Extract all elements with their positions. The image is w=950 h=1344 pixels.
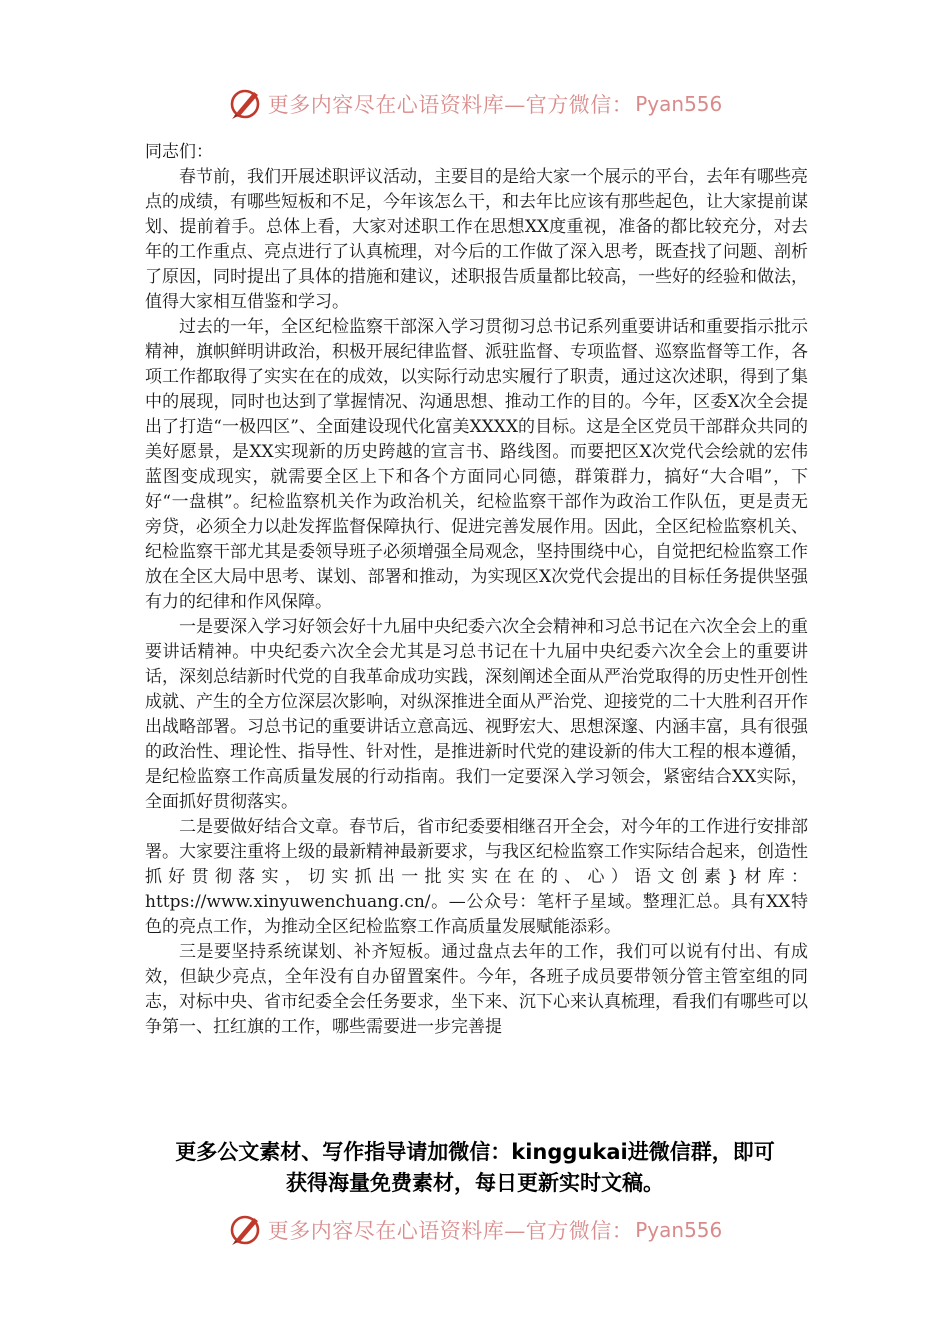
promo-notice <box>140 1137 810 1199</box>
header-watermark-banner <box>0 84 950 124</box>
banner-wechat-id: Pyan556 <box>635 1218 723 1242</box>
banner-text: 更多内容尽在心语资料库—官方微信： <box>267 93 634 117</box>
banner-wechat-id: Pyan556 <box>635 92 723 116</box>
pen-logo-icon <box>228 1212 264 1248</box>
pen-logo-icon <box>228 86 264 122</box>
salutation: 同志们： <box>145 142 213 162</box>
paragraph-5: 三是要坚持系统谋划、补齐短板。通过盘点去年的工作，我们可以说有付出、有成效，但缺少亮点，全年没有自办留置案件。今年，各班子成员要带领分管主管室组的同志，对标中央、省市纪委全会任务要求，坐下来、沉下心来认真梳理，看我们有哪些可以争第一、扛红旗的工作，哪些需要进一步完善提 <box>145 942 808 1037</box>
document-body <box>145 140 808 1040</box>
paragraph-4: 二是要做好结合文章。春节后，省市纪委要相继召开全会，对今年的工作进行安排部署。大家要注重将上级的最新精神最新要求，与我区纪检监察工作实际结合起来，创造性抓好贯彻落实，切实抓出一批实实在在的、心）语文创素}材库：https://www.xinyuwenchuang.cn/。—公众号：笔杆子星域。整理汇总。具有XX特色的亮点工作，为推动全区纪检监察工作高质量发展赋能添彩。 <box>145 817 808 937</box>
paragraph-1: 春节前，我们开展述职评议活动，主要目的是给大家一个展示的平台，去年有哪些亮点的成绩，有哪些短板和不足，今年该怎么干，和去年比应该有那些起色，让大家提前谋划、提前着手。总体上看，大家对述职工作在思想XX度重视，准备的都比较充分，对去年的工作重点、亮点进行了认真梳理，对今后的工作做了深入思考，既查找了问题、剖析了原因，同时提出了具体的措施和建议，述职报告质量都比较高，一些好的经验和做法，值得大家相互借鉴和学习。 <box>145 167 808 312</box>
promo-line-2: 获得海量免费素材，每日更新实时文稿。 <box>286 1171 664 1195</box>
paragraph-2: 过去的一年，全区纪检监察干部深入学习贯彻习总书记系列重要讲话和重要指示批示精神，旗帜鲜明讲政治，积极开展纪律监督、派驻监督、专项监督、巡察监督等工作，各项工作都取得了实实在在的成效，以实际行动忠实履行了职责，通过这次述职，得到了集中的展现，同时也达到了掌握情况、沟通思想、推动工作的目的。今年，区委X次全会提出了打造“一极四区”、全面建设现代化富美XXXX的目标。这是全区党员干部群众共同的美好愿景，是XX实现新的历史跨越的宣言书、路线图。而要把区X次党代会绘就的宏伟蓝图变成现实，就需要全区上下和各个方面同心同德，群策群力，搞好“大合唱”，下好“一盘棋”。纪检监察机关作为政治机关，纪检监察干部作为政治工作队伍，更是责无旁贷，必须全力以赴发挥监督保障执行、促进完善发展作用。因此，全区纪检监察机关、纪检监察干部尤其是委领导班子必须增强全局观念，坚持围绕中心，自觉把纪检监察工作放在全区大局中思考、谋划、部署和推动，为实现区X次党代会提出的目标任务提供坚强有力的纪律和作风保障。 <box>145 317 808 612</box>
promo-line-1: 更多公文素材、写作指导请加微信：kinggukai进微信群，即可 <box>175 1140 775 1164</box>
footer-watermark-banner <box>0 1210 950 1250</box>
paragraph-3: 一是要深入学习好领会好十九届中央纪委六次全会精神和习总书记在六次全会上的重要讲话精神。中央纪委六次全会尤其是习总书记在十九届中央纪委六次全会上的重要讲话，深刻总结新时代党的自我革命成功实践，深刻阐述全面从严治党取得的历史性开创性成就、产生的全方位深层次影响，对纵深推进全面从严治党、迎接党的二十大胜利召开作出战略部署。习总书记的重要讲话立意高远、视野宏大、思想深邃、内涵丰富，具有很强的政治性、理论性、指导性、针对性，是推进新时代党的建设新的伟大工程的根本遵循，是纪检监察工作高质量发展的行动指南。我们一定要深入学习领会，紧密结合XX实际，全面抓好贯彻落实。 <box>145 617 808 812</box>
banner-text: 更多内容尽在心语资料库—官方微信： <box>267 1219 634 1243</box>
